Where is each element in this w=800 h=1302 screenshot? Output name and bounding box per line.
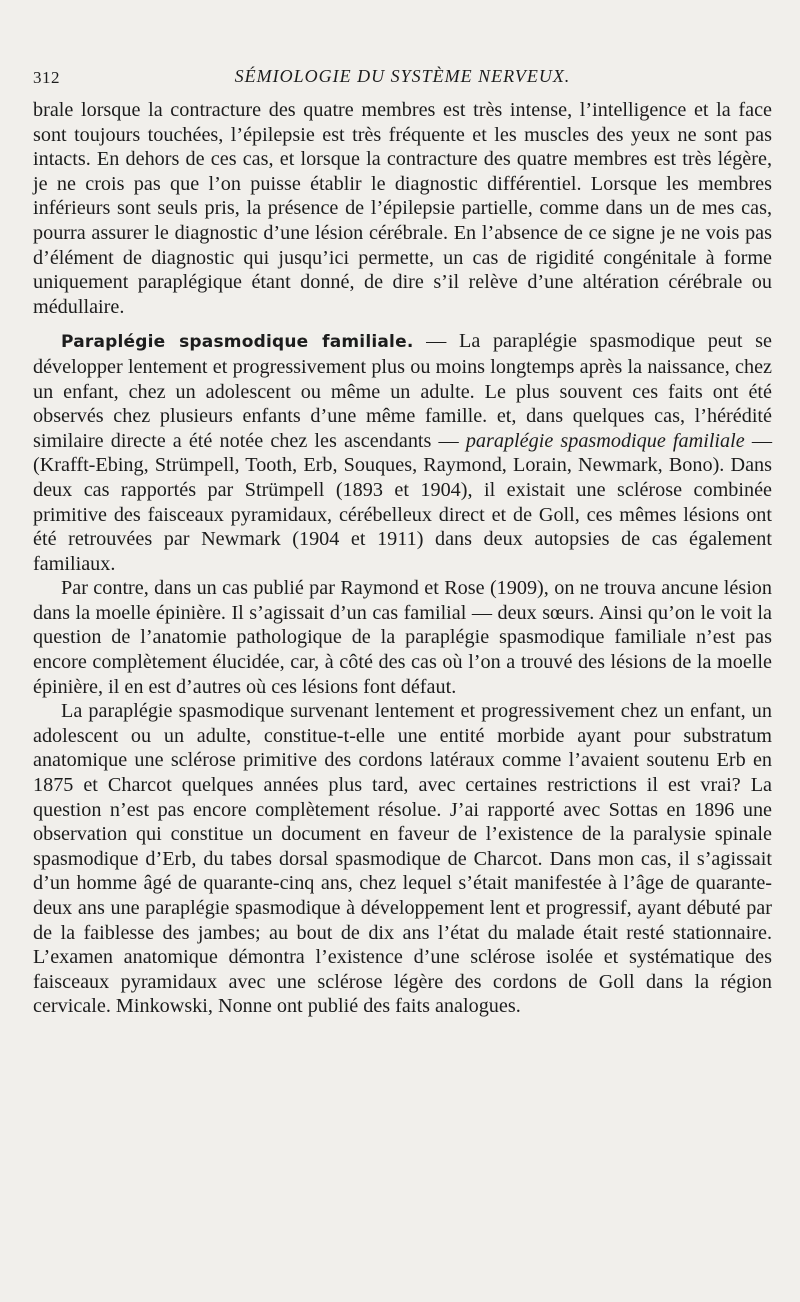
section-heading: Paraplégie spasmodique familiale. — [61, 332, 414, 353]
paragraph-2-text-b: — (Krafft-Ebing, Strümpell, Tooth, Erb, Souques, Raymond, Lorain, Newmark, Bono). Dans deux cas rapportés par Strümpell (1893 et 1904), il existait une sclérose combinée primitive des faisceaux pyramidaux, cérébelleux direct et de Goll, ces mêmes lésions ont été retrouvées par Newmark (1904 et 1911) dans deux autopsies de cas également familiaux. — [33, 429, 773, 575]
body-text — [33, 98, 772, 1019]
paragraph-1: brale lorsque la contracture des quatre membres est très intense, l’intelligence et la face sont toujours touchées, l’épilepsie est très fréquente et les muscles des yeux ne sont pas intacts. En dehors de ces cas, et lorsque la contracture des quatre membres est très légère, je ne crois pas que l’on puisse établir le diagnostic différentiel. Lorsque les membres inférieurs sont seuls pris, la présence de l’épilepsie partielle, comme dans un de mes cas, pourra assurer le diagnostic d’une lésion cérébrale. En l’absence de ce signe je ne vois pas d’élément de diagnostic qui jusqu’ici permette, un cas de rigidité congénitale à forme uniquement paraplégique étant donné, de dire s’il relève d’une altération cérébrale ou médullaire. — [33, 99, 772, 318]
paragraph-2-text-a: — La paraplégie spasmodique peut se développer lentement et progressivement plus ou moins longtemps après la naissance, chez un enfant, chez un adolescent ou même un adulte. Le plus souvent ces faits ont été observés chez plusieurs enfants d’une même famille. et, dans quelques cas, l’hérédité similaire directe a été notée chez les ascendants — — [33, 330, 772, 452]
running-title: SÉMIOLOGIE DU SYSTÈME NERVEUX. — [234, 66, 571, 86]
paragraph-3: Par contre, dans un cas publié par Raymond et Rose (1909), on ne trouva ancune lésion dans la moelle épinière. Il s’agissait d’un cas familial — deux sœurs. Ainsi qu’on le voit la question de l’anatomie pathologique de la paraplégie spasmodique familiale n’est pas encore complètement élucidée, car, à côté des cas où l’on a trouvé des lésions de la moelle épinière, il en est d’autres où ces lésions font défaut. — [33, 577, 772, 698]
running-header — [33, 62, 772, 88]
paragraph-2 — [33, 329, 772, 576]
paragraph-4: La paraplégie spasmodique survenant lentement et progressivement chez un enfant, un adolescent ou un adulte, constitue-t-elle une entité morbide ayant pour substratum anatomique une sclérose primitive des cordons latéraux comme l’avaient soutenu Erb en 1875 et Charcot quelques années plus tard, avec certaines restrictions il est vrai? La question n’est pas encore complètement résolue. J’ai rapporté avec Sottas en 1896 une observation qui constitue un document en faveur de l’existence de la paralysie spinale spasmodique d’Erb, du tabes dorsal spasmodique de Charcot. Dans mon cas, il s’agissait d’un homme âgé de quarante-cinq ans, chez lequel s’était manifestée à l’âge de quarante-deux ans une paraplégie spasmodique à développement lent et progressif, ayant débuté par de la faiblesse des jambes; au bout de dix ans l’état du malade était resté stationnaire. L’examen anatomique démontra l’existence d’une sclérose isolée et systématique des faisceaux pyramidaux avec une sclérose légère des cordons de Goll dans la région cervicale. Minkowski, Nonne ont publié des faits analogues. — [33, 700, 772, 1018]
page-number: 312 — [33, 68, 60, 87]
italic-term: paraplégie spasmodique familiale — [465, 429, 745, 452]
